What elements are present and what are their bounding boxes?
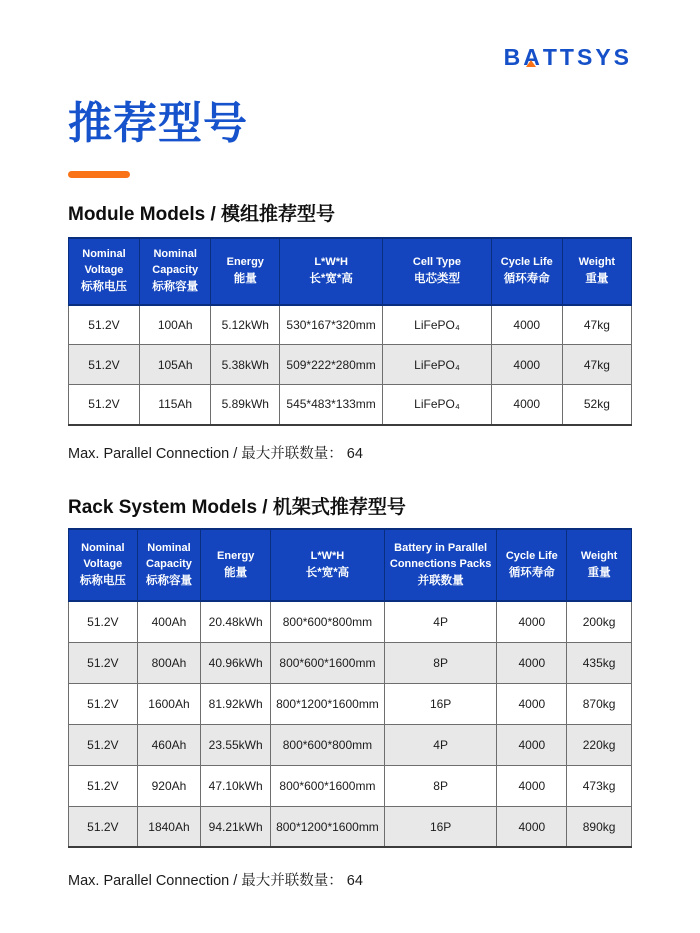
- module-spec-table: [68, 237, 632, 426]
- table-cell: 51.2V: [69, 305, 140, 345]
- rack-col-nominal-capacity: Nominal Capacity 标称容量: [137, 529, 201, 601]
- table-cell: LiFePO₄: [383, 385, 492, 425]
- table-cell: 509*222*280mm: [280, 345, 383, 385]
- rack-col-nominal-voltage: Nominal Voltage 标称电压: [69, 529, 138, 601]
- table-cell: 100Ah: [139, 305, 211, 345]
- table-cell: 460Ah: [137, 724, 201, 765]
- rack-col-cycle-life: Cycle Life 循环寿命: [497, 529, 567, 601]
- module-table-row: [69, 385, 632, 425]
- title-accent-bar: [68, 171, 130, 178]
- table-cell: 4P: [384, 724, 497, 765]
- logo-suffix: TTSYS: [542, 44, 632, 70]
- module-col-energy: Energy 能量: [211, 238, 280, 305]
- table-cell: LiFePO₄: [383, 345, 492, 385]
- rack-table-row: [69, 642, 632, 683]
- table-cell: 800Ah: [137, 642, 201, 683]
- table-cell: 4000: [497, 601, 567, 642]
- module-col-nominal-voltage: Nominal Voltage 标称电压: [69, 238, 140, 305]
- table-cell: 16P: [384, 806, 497, 847]
- table-cell: 51.2V: [69, 601, 138, 642]
- table-cell: 4000: [491, 305, 562, 345]
- table-cell: 800*600*1600mm: [271, 642, 385, 683]
- table-cell: 4000: [497, 806, 567, 847]
- rack-section-heading: Rack System Models / 机架式推荐型号: [68, 496, 406, 518]
- rack-col-lwh: L*W*H 长*宽*高: [271, 529, 385, 601]
- table-cell: 920Ah: [137, 765, 201, 806]
- table-cell: 4000: [497, 683, 567, 724]
- table-cell: 51.2V: [69, 642, 138, 683]
- table-cell: 1840Ah: [137, 806, 201, 847]
- table-cell: 800*600*800mm: [271, 601, 385, 642]
- module-col-cell-type: Cell Type 电芯类型: [383, 238, 492, 305]
- rack-table-row: [69, 806, 632, 847]
- table-cell: LiFePO₄: [383, 305, 492, 345]
- table-cell: 4P: [384, 601, 497, 642]
- rack-table-row: [69, 683, 632, 724]
- logo-letter-a: A: [523, 44, 543, 70]
- table-cell: 51.2V: [69, 683, 138, 724]
- module-col-lwh: L*W*H 长*宽*高: [280, 238, 383, 305]
- table-cell: 4000: [497, 724, 567, 765]
- logo-triangle-icon: [526, 60, 536, 67]
- table-cell: 105Ah: [139, 345, 211, 385]
- table-cell: 5.89kWh: [211, 385, 280, 425]
- logo-prefix: B: [503, 44, 524, 70]
- table-cell: 8P: [384, 642, 497, 683]
- rack-spec-table: [68, 528, 632, 848]
- table-cell: 4000: [497, 765, 567, 806]
- rack-col-parallel-packs: Battery in Parallel Connections Packs 并联数量: [384, 529, 497, 601]
- table-cell: 5.12kWh: [211, 305, 280, 345]
- table-cell: 220kg: [567, 724, 632, 765]
- table-cell: 81.92kWh: [201, 683, 271, 724]
- table-cell: 400Ah: [137, 601, 201, 642]
- table-cell: 1600Ah: [137, 683, 201, 724]
- module-table-row: [69, 305, 632, 345]
- rack-table-row: [69, 765, 632, 806]
- table-cell: 530*167*320mm: [280, 305, 383, 345]
- table-cell: 94.21kWh: [201, 806, 271, 847]
- table-cell: 4000: [491, 385, 562, 425]
- table-cell: 40.96kWh: [201, 642, 271, 683]
- page-title: 推荐型号: [68, 99, 248, 149]
- table-cell: 23.55kWh: [201, 724, 271, 765]
- table-cell: 800*600*1600mm: [271, 765, 385, 806]
- table-cell: 800*600*800mm: [271, 724, 385, 765]
- table-cell: 4000: [497, 642, 567, 683]
- rack-table-row: [69, 724, 632, 765]
- table-cell: 51.2V: [69, 385, 140, 425]
- table-cell: 47kg: [562, 305, 631, 345]
- table-cell: 47kg: [562, 345, 631, 385]
- rack-max-parallel-note: Max. Parallel Connection / 最大并联数量： 64: [68, 873, 363, 890]
- rack-col-weight: Weight 重量: [567, 529, 632, 601]
- table-cell: 16P: [384, 683, 497, 724]
- module-col-cycle-life: Cycle Life 循环寿命: [491, 238, 562, 305]
- table-cell: 20.48kWh: [201, 601, 271, 642]
- table-cell: 800*1200*1600mm: [271, 806, 385, 847]
- rack-table-header-row: [69, 529, 632, 601]
- table-cell: 890kg: [567, 806, 632, 847]
- module-col-nominal-capacity: Nominal Capacity 标称容量: [139, 238, 211, 305]
- table-cell: 870kg: [567, 683, 632, 724]
- table-cell: 51.2V: [69, 765, 138, 806]
- table-cell: 435kg: [567, 642, 632, 683]
- table-cell: 5.38kWh: [211, 345, 280, 385]
- rack-col-energy: Energy 能量: [201, 529, 271, 601]
- table-cell: 545*483*133mm: [280, 385, 383, 425]
- module-table-header-row: [69, 238, 632, 305]
- module-section-heading: Module Models / 模组推荐型号: [68, 203, 336, 225]
- table-cell: 51.2V: [69, 345, 140, 385]
- module-max-parallel-note: Max. Parallel Connection / 最大并联数量： 64: [68, 445, 363, 462]
- table-cell: 51.2V: [69, 724, 138, 765]
- table-cell: 51.2V: [69, 806, 138, 847]
- table-cell: 8P: [384, 765, 497, 806]
- battsys-logo: [504, 45, 632, 70]
- table-cell: 115Ah: [139, 385, 211, 425]
- table-cell: 47.10kWh: [201, 765, 271, 806]
- header-bar: [68, 0, 632, 70]
- table-cell: 200kg: [567, 601, 632, 642]
- table-cell: 800*1200*1600mm: [271, 683, 385, 724]
- module-col-weight: Weight 重量: [562, 238, 631, 305]
- module-table-row: [69, 345, 632, 385]
- table-cell: 4000: [491, 345, 562, 385]
- table-cell: 52kg: [562, 385, 631, 425]
- rack-table-row: [69, 601, 632, 642]
- table-cell: 473kg: [567, 765, 632, 806]
